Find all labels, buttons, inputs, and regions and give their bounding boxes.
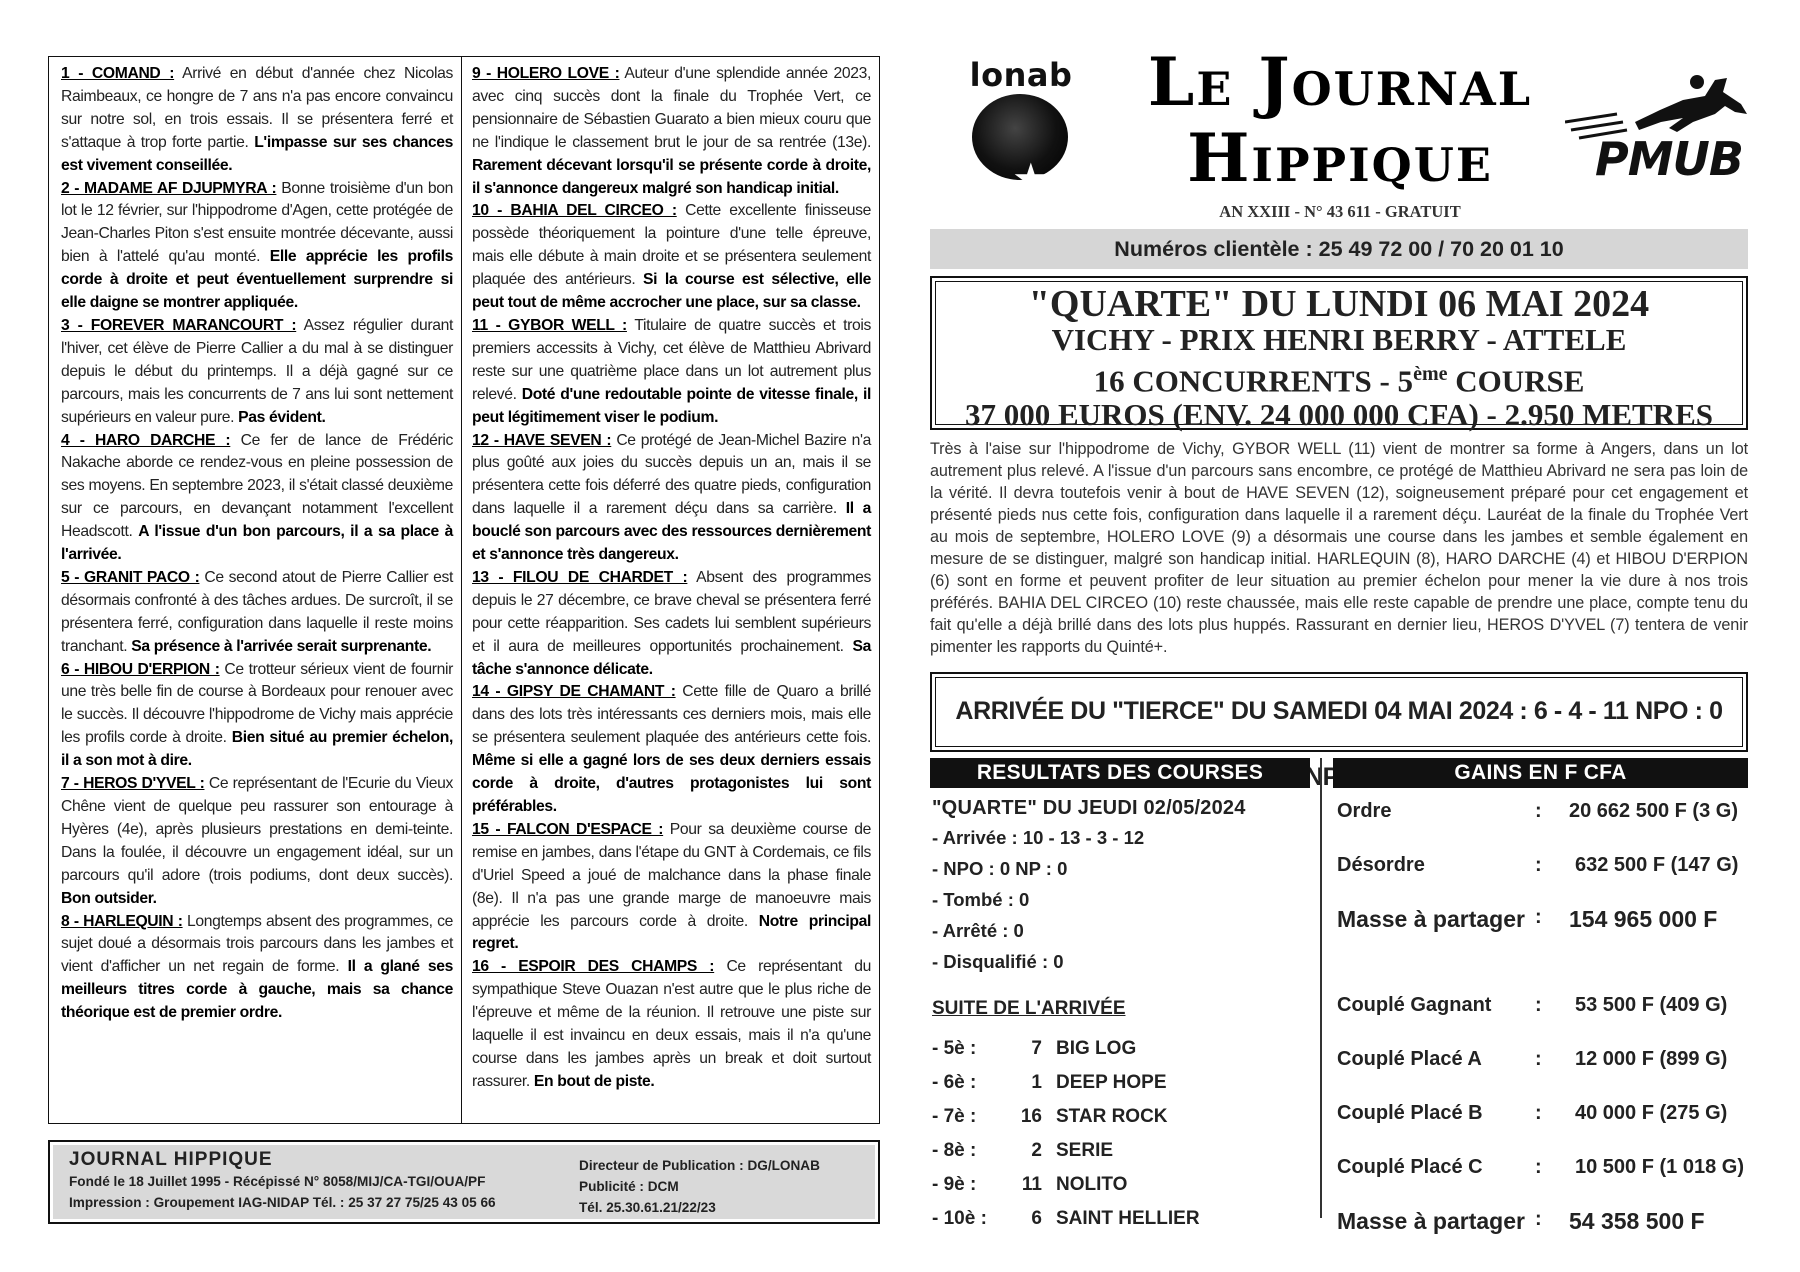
horse-entry-head: 14 - GIPSY DE CHAMANT : bbox=[472, 683, 676, 701]
horse-entry-head: 7 - HEROS D'YVEL : bbox=[61, 775, 205, 793]
results-header: RESULTATS DES COURSES bbox=[930, 758, 1310, 788]
horse-entry bbox=[61, 430, 453, 567]
suite-row bbox=[932, 1168, 1312, 1202]
suite-horse: SAINT HELLIER bbox=[1056, 1208, 1200, 1229]
horse-entry-head: 8 - HARLEQUIN : bbox=[61, 912, 183, 930]
horse-entry-verdict: Si la course est sélective, elle peut tout de même accrocher une place, sur sa classe. bbox=[472, 271, 871, 312]
gains-sep: : bbox=[1535, 1048, 1542, 1070]
footer-left bbox=[69, 1149, 579, 1219]
horse-entry-text: Pour sa deuxième course de remise en jambes, dans l'étape du GNT à Cordemais, ce fils d'Uriel Speed a joué de malchance dans la phase finale (8e). Il n'a pas une grande marge de manoeuvre mais apprécie les parcours corde à droite. bbox=[472, 820, 871, 930]
gains-sep: : bbox=[1535, 854, 1542, 876]
horse-entry bbox=[61, 659, 453, 774]
suite-number: 2 bbox=[1031, 1140, 1042, 1161]
horse-entry-verdict: Bon outsider. bbox=[61, 889, 157, 907]
quarte-participants-a: 16 CONCURRENTS - 5 bbox=[1093, 363, 1414, 399]
tierce-result-box bbox=[930, 672, 1748, 752]
horse-entry-text: Cette fille de Quaro a brillé dans des lots très intéressants ces derniers mois, mais elle se présentera seulement plaquée des antérieurs cette fois. bbox=[472, 683, 871, 747]
suite-horse: DEEP HOPE bbox=[1056, 1072, 1167, 1093]
horse-entry bbox=[61, 567, 453, 659]
horse-entry-head: 3 - FOREVER MARANCOURT : bbox=[61, 316, 297, 334]
horse-entry-head: 9 - HOLERO LOVE : bbox=[472, 65, 620, 82]
quarte-purse-distance: 37 000 EUROS (ENV. 24 000 000 CFA) - 2.950 METRES bbox=[964, 397, 1714, 433]
horse-entry-verdict: Pas évident. bbox=[238, 408, 326, 426]
horse-entry-head: 6 - HIBOU D'ERPION : bbox=[61, 660, 220, 678]
horse-entry-text: Ce trotteur sérieux vient de fournir une très belle fin de course à Bordeaux pour renouer avec le succès. Il découvre l'hippodrome de Vichy mais apprécie les profils corde à droite. bbox=[61, 660, 454, 747]
horse-entry-head: 16 - ESPOIR DES CHAMPS : bbox=[472, 958, 715, 976]
gains-value: 20 662 500 F (3 G) bbox=[1569, 800, 1738, 822]
gains-value: 154 965 000 F bbox=[1569, 906, 1718, 932]
race-summary-text: Très à l'aise sur l'hippodrome de Vichy, GYBOR WELL (11) vient de montrer sa forme à Angers, dans un lot autrement plus relevé. A l'issue d'un parcours sans encombre, ce protégé de Matthieu Abrivard ne sera pas loin de la vérité. Il devra toutefois venir à bout de HAVE SEVEN (12), soigneusement préparé pour cet engagement et présenté pieds nus cette fois, configuration dans laquelle il a rarement déçu. Lauréat de la finale du Trophée Vert au mois de septembre, HOLERO LOVE (9) a désormais une course dans les jambes et semble également en mesure de se distinguer, malgré son handicap initial. HARLEQUIN (8), HARO DARCHE (4) et HIBOU D'ERPION (6) sont en forme et peuvent profiter de leur situation au premier échelon pour mener la vie dure à nos trois préférés. BAHIA DEL CIRCEO (10) reste chaussée, mais elle reste capable de prendre une place, compte tenu du fait qu'elle a déjà brillé dans des lots plus huppés. Rassurant en dernier lieu, HEROS D'YVEL (7) tentera de venir pimenter les rapports du Quinté+. bbox=[930, 440, 1748, 656]
horse-entry-text: Titulaire de quatre succès et trois premiers accessits à Vichy, cet élève de Matthieu Abrivard reste sur une quatrième place dans un lot autrement plus relevé. bbox=[472, 316, 871, 403]
quarte-race-inner bbox=[935, 281, 1743, 433]
horse-entry bbox=[61, 63, 453, 178]
horse-entry-text: Cette excellente finisseuse possède théoriquement la pointure d'une telle épreuve, mais elle débute à main droite et se présentera seulement plaquée des antérieurs. bbox=[472, 202, 872, 289]
horse-entry-text: Bonne troisième d'un bon lot le 12 février, sur l'hippodrome d'Agen, cette protégée de Jean-Charles Piton s'est ensuite montrée décevante, aussi bien à l'attelé qu'au monté. bbox=[61, 179, 454, 266]
gains-row bbox=[1337, 994, 1757, 1017]
horse-entry-text: Ce représentant de l'Ecurie du Vieux Chêne vient de quelque peu rassurer son entourage à Hyères (4e), après plusieurs prestations en demi-teinte. Dans la foulée, il découvre un engagement idéal, sur un parcours qu'il adore (trois podiums, dont deux succès). bbox=[61, 775, 454, 884]
horse-entry bbox=[472, 567, 871, 682]
horse-entry-verdict: A l'issue d'un bon parcours, il a sa place à l'arrivée. bbox=[61, 523, 454, 564]
gains-sep: : bbox=[1535, 1156, 1542, 1178]
horse-entry-verdict: L'impasse sur ses chances est vivement conseillée. bbox=[61, 133, 454, 174]
horse-entry-verdict: Elle apprécie les profils corde à droite et peut éventuellement surprendre si elle daigne se montrer appliquée. bbox=[61, 248, 454, 312]
horse-entry bbox=[61, 911, 453, 1026]
lonab-logo-text: lonab bbox=[969, 56, 1073, 94]
horse-entry-text: Auteur d'une splendide année 2023, avec cinq succès dont la finale du Trophée Vert, ce pensionnaire de Sébastien Guarato a bien mieux couru que ne l'indique le classement brut le jour de sa rentrée (13e). bbox=[472, 65, 871, 151]
quarte-participants bbox=[936, 357, 1742, 398]
gains-row bbox=[1337, 800, 1757, 823]
publication-footer-inner bbox=[53, 1145, 875, 1219]
quarte-race-name: VICHY - PRIX HENRI BERRY - ATTELE bbox=[1051, 322, 1627, 357]
suite-place: - 9è : bbox=[932, 1174, 977, 1195]
horse-entry-head: 2 - MADAME AF DJUPMYRA : bbox=[61, 179, 277, 197]
gains-header: GAINS EN F CFA bbox=[1333, 758, 1748, 788]
horse-entry bbox=[61, 178, 453, 315]
gains-label: Couplé Gagnant bbox=[1337, 994, 1492, 1016]
suite-horse: NOLITO bbox=[1056, 1174, 1128, 1195]
result-line: - Arrivée : 10 - 13 - 3 - 12 bbox=[932, 827, 1145, 848]
footer-printing: Impression : Groupement IAG-NIDAP Tél. : 25 37 27 75/25 43 05 66 bbox=[69, 1195, 496, 1210]
gains-row bbox=[1337, 1156, 1757, 1179]
gains-row bbox=[1337, 1048, 1757, 1071]
suite-number: 7 bbox=[1031, 1038, 1042, 1059]
horse-entry-verdict: Sa présence à l'arrivée serait surprenante. bbox=[131, 637, 432, 655]
pmub-logo bbox=[1565, 70, 1755, 186]
horse-entry-verdict: Rarement décevant lorsqu'il se présente corde à droite, il s'annonce dangereux malgré son handicap initial. bbox=[472, 156, 871, 197]
gains-sep: : bbox=[1535, 994, 1542, 1016]
horse-entry-verdict: Bien situé au premier échelon, il a son mot à dire. bbox=[61, 729, 454, 770]
horse-entry-head: 15 - FALCON D'ESPACE : bbox=[472, 820, 664, 838]
tierce-result-text: ARRIVÉE DU "TIERCE" DU SAMEDI 04 MAI 2024 : 6 - 4 - 11 NPO : 0 bbox=[935, 677, 1743, 747]
horse-entry-verdict: En bout de piste. bbox=[533, 1072, 655, 1090]
suite-arrivee-title: SUITE DE L'ARRIVÉE bbox=[932, 998, 1126, 1019]
lonab-logo bbox=[962, 56, 1080, 202]
suite-row bbox=[932, 1100, 1312, 1134]
horse-entry bbox=[472, 63, 871, 200]
horse-entry bbox=[61, 773, 453, 910]
edition-line: AN XXIII - N° 43 611 - GRATUIT bbox=[1219, 202, 1461, 221]
gains-value: 40 000 F (275 G) bbox=[1575, 1102, 1728, 1124]
gains-sep: : bbox=[1535, 906, 1542, 928]
horse-entry-verdict: Il a bouclé son parcours avec des ressources dernièrement et s'annonce très dangereux. bbox=[472, 500, 871, 564]
suite-row bbox=[932, 1032, 1312, 1066]
horse-entry bbox=[472, 200, 871, 315]
horse-entry-text: Assez régulier durant l'hiver, cet élève de Pierre Callier a du mal à se distinguer depuis le début du printemps. Il a déjà gagné sur ce parcours, mais les concurrents de 7 ans lui sont nettement supérieurs en valeur pure. bbox=[61, 316, 454, 426]
footer-founded: Fondé le 18 Juillet 1995 - Récépissé N° 8058/MIJ/CA-TGI/OUA/PF bbox=[69, 1174, 486, 1189]
gains-label: Couplé Placé A bbox=[1337, 1048, 1482, 1070]
gains-label: Désordre bbox=[1337, 854, 1425, 876]
horse-entry-text: Longtemps absent des programmes, ce sujet doué a désormais trois parcours dans les jambes et vient d'afficher un net regain de forme. bbox=[61, 912, 454, 976]
prognosis-columns bbox=[48, 56, 880, 1124]
horse-entry-head: 13 - FILOU DE CHARDET : bbox=[472, 568, 688, 586]
result-line: - Arrêté : 0 bbox=[932, 920, 1024, 941]
suite-row bbox=[932, 1066, 1312, 1100]
suite-place: - 10è : bbox=[932, 1208, 987, 1229]
gains-value: 10 500 F (1 018 G) bbox=[1575, 1156, 1744, 1178]
result-line: - NPO : 0 NP : 0 bbox=[932, 858, 1068, 879]
masthead-line-1: Le Journal bbox=[1147, 43, 1533, 121]
quarte-title: "QUARTE" DU LUNDI 06 MAI 2024 bbox=[1028, 283, 1650, 325]
gains-value: 12 000 F (899 G) bbox=[1575, 1048, 1728, 1070]
quarte-participants-sup: ème bbox=[1413, 363, 1448, 385]
horse-entry-text: Ce représentant du sympathique Steve Ouazan n'est autre que le plus riche de l'épreuve et même de la réunion. Il retrouve une piste sur laquelle il est invaincu en deux essais, mais il n'a qu'une course dans les jambes après un break et doit surtout rassurer. bbox=[472, 958, 871, 1090]
quarte-results-title: "QUARTE" DU JEUDI 02/05/2024 bbox=[932, 797, 1246, 819]
horse-entry bbox=[472, 681, 871, 818]
masthead-line-2: Hippique bbox=[1187, 119, 1493, 197]
gains-label: Masse à partager bbox=[1337, 1208, 1525, 1234]
gains-value: 54 358 500 F bbox=[1569, 1208, 1705, 1234]
results-divider bbox=[1320, 758, 1322, 1218]
gains-value: 53 500 F (409 G) bbox=[1575, 994, 1728, 1016]
horse-entry-text: Arrivé en début d'année chez Nicolas Raimbeaux, ce hongre de 7 ans n'a pas encore convaincu sur notre sol, en trois essais. Il se présentera ferré et s'attaque à trop forte partie. bbox=[61, 65, 454, 151]
prognosis-column-1 bbox=[49, 57, 462, 1123]
horse-entry-text: Absent des programmes depuis le 27 décembre, ce brave cheval se présentera ferré pour cette réapparition. Ses cadets lui semblent supérieurs et il aura de meilleures opportunités prochainement. bbox=[472, 568, 871, 655]
gains-sep: : bbox=[1535, 1102, 1542, 1124]
horse-entry bbox=[61, 315, 453, 430]
horse-entry-head: 12 - HAVE SEVEN : bbox=[472, 431, 612, 449]
gains-label: Couplé Placé B bbox=[1337, 1102, 1483, 1124]
pmub-logo-text: PMUB bbox=[1595, 132, 1743, 186]
suite-number: 11 bbox=[1021, 1174, 1042, 1195]
gains-label: Ordre bbox=[1337, 800, 1392, 822]
suite-place: - 7è : bbox=[932, 1106, 977, 1127]
gains-row bbox=[1337, 906, 1757, 933]
suite-number: 16 bbox=[1020, 1106, 1042, 1127]
footer-advertising: Publicité : DCM bbox=[579, 1179, 679, 1194]
footer-director: Directeur de Publication : DG/LONAB bbox=[579, 1158, 820, 1173]
gains-row bbox=[1337, 854, 1757, 877]
gains-value: 632 500 F (147 G) bbox=[1575, 854, 1739, 876]
horse-entry-verdict: Notre principal regret. bbox=[472, 912, 872, 953]
suite-horse: SERIE bbox=[1056, 1140, 1114, 1161]
quarte-race-box bbox=[930, 276, 1748, 433]
horse-entry bbox=[472, 430, 871, 567]
customer-numbers-bar: Numéros clientèle : 25 49 72 00 / 70 20 01 10 bbox=[930, 229, 1748, 269]
suite-horse: STAR ROCK bbox=[1056, 1106, 1168, 1127]
horse-entry bbox=[472, 315, 871, 430]
horse-entry-text: Ce second atout de Pierre Callier est désormais confronté à des tâches ardues. De surcroît, il se présentera ferré, configuration dans laquelle il reste moins tranchant. bbox=[61, 568, 454, 655]
gains-sep: : bbox=[1535, 800, 1542, 822]
horse-entry-verdict: Sa tâche s'annonce délicate. bbox=[472, 637, 871, 678]
gains-label: Couplé Placé C bbox=[1337, 1156, 1483, 1178]
horse-entry-head: 1 - COMAND : bbox=[61, 65, 175, 82]
gains-row bbox=[1337, 1208, 1757, 1235]
horse-entry-verdict: Même si elle a gagné lors de ses deux derniers essais corde à droite, d'autres protagonistes lui sont préférables. bbox=[472, 752, 871, 815]
result-line: - Disqualifié : 0 bbox=[932, 951, 1064, 972]
newspaper-masthead bbox=[1085, 44, 1595, 204]
suite-place: - 8è : bbox=[932, 1140, 977, 1161]
horse-entry-text: Ce protégé de Jean-Michel Bazire n'a plus goûté aux joies du succès depuis un an, mais il se présentera cette fois déferré des quatre pieds, configuration dans laquelle il a rarement déçu dans sa carrière. bbox=[472, 431, 871, 518]
suite-place: - 5è : bbox=[932, 1038, 977, 1059]
horse-jockey-icon bbox=[1565, 70, 1755, 140]
gains-label: Masse à partager bbox=[1337, 906, 1525, 932]
quarte-participants-b: COURSE bbox=[1447, 363, 1585, 399]
suite-place: - 6è : bbox=[932, 1072, 977, 1093]
horse-entry-text: Ce fer de lance de Frédéric Nakache aborde ce rendez-vous en pleine possession de ses moyens. En septembre 2023, il s'était classé deuxième sur ce parcours, en devançant notamment l'excellent Headscott. bbox=[61, 431, 454, 541]
quarte-results bbox=[932, 794, 1312, 977]
suite-row bbox=[932, 1202, 1312, 1236]
footer-phone: Tél. 25.30.61.21/22/23 bbox=[579, 1200, 716, 1215]
horse-entry-verdict: Il a glané ses meilleurs titres corde à gauche, mais sa chance théorique est de premier ordre. bbox=[61, 958, 454, 1022]
prognosis-column-2 bbox=[462, 57, 879, 1123]
suite-row bbox=[932, 1134, 1312, 1168]
horse-entry-verdict: Doté d'une redoutable pointe de vitesse finale, il peut légitimement viser le podium. bbox=[472, 385, 871, 426]
result-line: - Tombé : 0 bbox=[932, 889, 1030, 910]
star-icon: ★ bbox=[1012, 155, 1050, 202]
horse-entry bbox=[472, 819, 871, 956]
horse-entry-head: 5 - GRANIT PACO : bbox=[61, 568, 200, 586]
gains-sep: : bbox=[1535, 1208, 1542, 1230]
suite-arrivee-list bbox=[932, 1032, 1312, 1236]
suite-number: 6 bbox=[1031, 1208, 1042, 1229]
suite-number: 1 bbox=[1031, 1072, 1042, 1093]
suite-horse: BIG LOG bbox=[1056, 1038, 1137, 1059]
publication-footer bbox=[48, 1140, 880, 1224]
horse-entry-head: 10 - BAHIA DEL CIRCEO : bbox=[472, 202, 677, 220]
horse-entry bbox=[472, 956, 871, 1093]
horse-entry-head: 11 - GYBOR WELL : bbox=[472, 316, 627, 334]
gains-row bbox=[1337, 1102, 1757, 1125]
footer-title: JOURNAL HIPPIQUE bbox=[69, 1149, 273, 1170]
footer-right bbox=[579, 1149, 820, 1219]
horse-entry-head: 4 - HARO DARCHE : bbox=[61, 431, 231, 449]
